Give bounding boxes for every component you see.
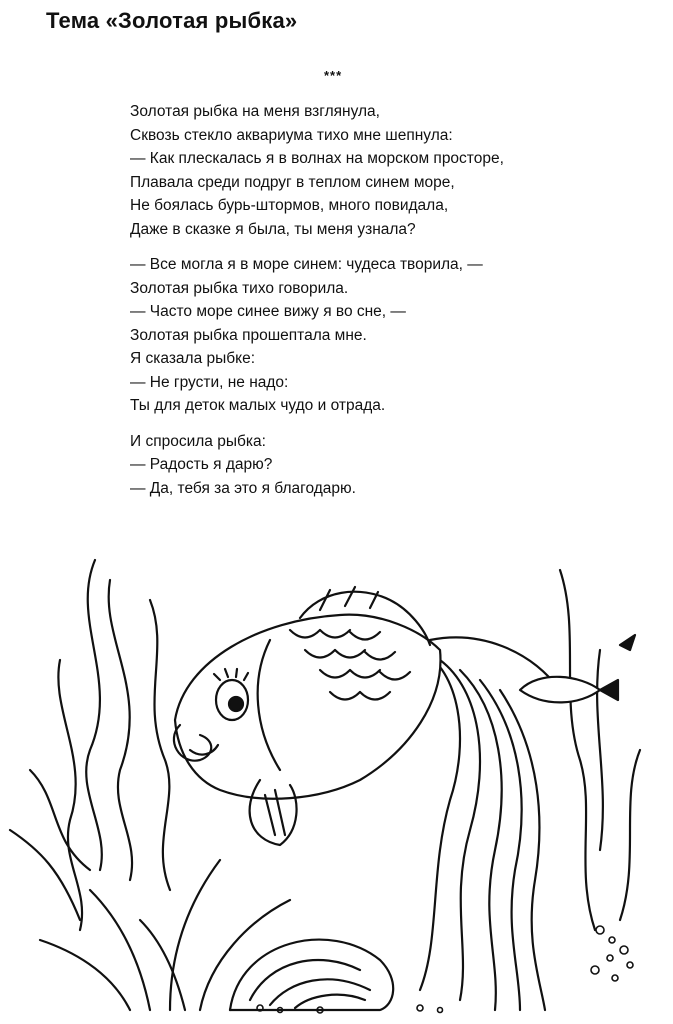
poem-line: — Часто море синее вижу я во сне, — bbox=[130, 303, 406, 320]
poem-line: Сквозь стекло аквариума тихо мне шепнула: bbox=[130, 126, 453, 144]
poem-line: Даже в сказке я была, ты меня узнала? bbox=[130, 220, 416, 238]
stanza-1 bbox=[130, 100, 504, 241]
poem-line: И спросила рыбка: bbox=[130, 432, 266, 450]
poem-line: Золотая рыбка на меня взглянула, bbox=[130, 103, 380, 120]
poem-line: Золотая рыбка тихо говорила. bbox=[130, 279, 349, 297]
stanza-2 bbox=[130, 253, 504, 418]
seaweed-left bbox=[10, 560, 170, 930]
poem-line: — Не грусти, не надо: bbox=[130, 373, 289, 391]
goldfish-illustration bbox=[0, 540, 673, 1024]
fish-body bbox=[174, 587, 441, 845]
poem-line: Плавала среди подруг в теплом синем море, bbox=[130, 173, 455, 191]
poem-line: — Радость я дарю? bbox=[130, 456, 273, 473]
poem bbox=[130, 100, 504, 512]
poem-line: Не боялась бурь-штормов, много повидала, bbox=[130, 197, 449, 214]
poem-line: — Да, тебя за это я благодарю. bbox=[130, 479, 356, 497]
poem-line: — Все могла я в море синем: чудеса творила, — bbox=[130, 256, 483, 273]
separator-asterisks: *** bbox=[324, 68, 343, 83]
page-title: Тема «Золотая рыбка» bbox=[46, 8, 298, 33]
stanza-3 bbox=[130, 430, 504, 501]
poem-line: Ты для деток малых чудо и отрада. bbox=[130, 397, 386, 414]
poem-line: Я сказала рыбке: bbox=[130, 350, 256, 367]
seaweed-right bbox=[520, 570, 640, 930]
illustration-svg bbox=[0, 540, 673, 1024]
poem-line: Золотая рыбка прошептала мне. bbox=[130, 326, 367, 344]
poem-line: — Как плескалась я в волнах на морском просторе, bbox=[130, 150, 504, 167]
rock-shell bbox=[230, 940, 393, 1010]
